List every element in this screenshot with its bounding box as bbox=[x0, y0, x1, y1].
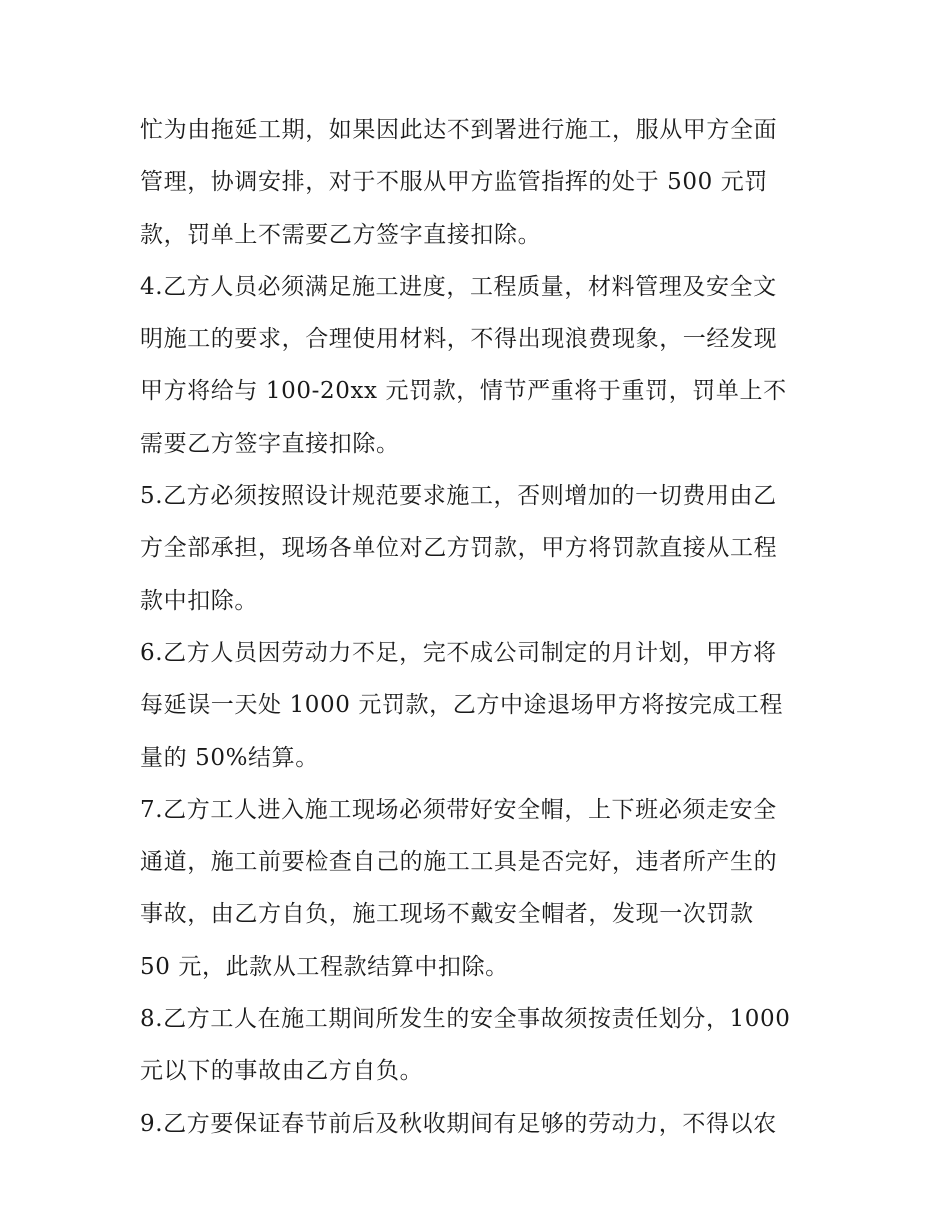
text-line: 款中扣除。 bbox=[140, 587, 258, 614]
text-line: 量的 50%结算。 bbox=[140, 744, 319, 771]
text-line: 50 元，此款从工程款结算中扣除。 bbox=[140, 953, 509, 980]
contract-body-text bbox=[140, 107, 820, 1153]
text-line: 款，罚单上不需要乙方签字直接扣除。 bbox=[140, 221, 542, 248]
clause-8-line: 8.乙方工人在施工期间所发生的安全事故须按责任划分，1000 bbox=[140, 1006, 791, 1033]
text-line: 通道，施工前要检查自己的施工工具是否完好，违者所产生的 bbox=[140, 849, 778, 876]
text-line: 甲方将给与 100-20xx 元罚款，情节严重将于重罚，罚单上不 bbox=[140, 378, 787, 405]
clause-5-line: 5.乙方必须按照设计规范要求施工，否则增加的一切费用由乙 bbox=[140, 483, 777, 510]
clause-9-line: 9.乙方要保证春节前后及秋收期间有足够的劳动力，不得以农 bbox=[140, 1110, 777, 1137]
clause-4-line: 4.乙方人员必须满足施工进度，工程质量，材料管理及安全文 bbox=[140, 273, 777, 300]
text-line: 需要乙方签字直接扣除。 bbox=[140, 430, 400, 457]
text-line: 方全部承担，现场各单位对乙方罚款，甲方将罚款直接从工程 bbox=[140, 535, 778, 562]
text-line: 事故，由乙方自负，施工现场不戴安全帽者，发现一次罚款 bbox=[140, 901, 754, 928]
clause-6-line: 6.乙方人员因劳动力不足，完不成公司制定的月计划，甲方将 bbox=[140, 639, 777, 666]
text-line: 每延误一天处 1000 元罚款，乙方中途退场甲方将按完成工程 bbox=[140, 692, 784, 719]
text-line: 忙为由拖延工期，如果因此达不到署进行施工，服从甲方全面 bbox=[140, 117, 778, 143]
text-line: 明施工的要求，合理使用材料，不得出现浪费现象，一经发现 bbox=[140, 326, 778, 353]
text-line: 管理，协调安排，对于不服从甲方监管指挥的处于 500 元罚 bbox=[140, 169, 768, 196]
text-line: 元以下的事故由乙方自负。 bbox=[140, 1058, 424, 1085]
clause-7-line: 7.乙方工人进入施工现场必须带好安全帽，上下班必须走安全 bbox=[140, 796, 777, 823]
